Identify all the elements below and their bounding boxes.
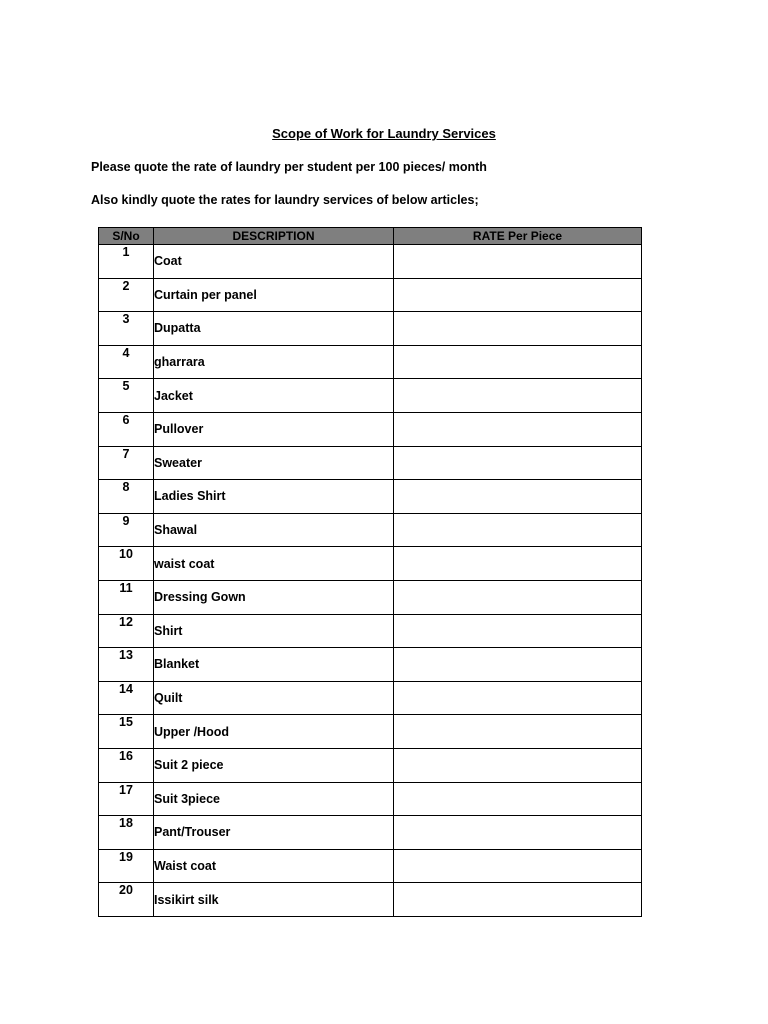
row-sno: 14 (99, 681, 154, 715)
row-sno: 3 (99, 312, 154, 346)
row-sno: 17 (99, 782, 154, 816)
table-row (99, 883, 642, 917)
table-row (99, 245, 642, 279)
header-rate: RATE Per Piece (394, 228, 642, 245)
row-rate-cell[interactable] (394, 345, 642, 379)
row-description: waist coat (154, 547, 394, 581)
table-row (99, 782, 642, 816)
row-rate-cell[interactable] (394, 614, 642, 648)
table-row (99, 715, 642, 749)
table-header-row (99, 228, 642, 245)
row-sno: 16 (99, 748, 154, 782)
row-sno: 9 (99, 513, 154, 547)
row-sno: 2 (99, 278, 154, 312)
row-description: Pant/Trouser (154, 816, 394, 850)
row-sno: 6 (99, 412, 154, 446)
page-title: Scope of Work for Laundry Services (272, 126, 496, 141)
row-description: Upper /Hood (154, 715, 394, 749)
row-description: Shawal (154, 513, 394, 547)
table-row (99, 446, 642, 480)
row-rate-cell[interactable] (394, 379, 642, 413)
table-row (99, 379, 642, 413)
row-description: Waist coat (154, 849, 394, 883)
row-sno: 12 (99, 614, 154, 648)
row-description: Ladies Shirt (154, 480, 394, 514)
row-rate-cell[interactable] (394, 245, 642, 279)
row-rate-cell[interactable] (394, 681, 642, 715)
row-description: Coat (154, 245, 394, 279)
row-description: Shirt (154, 614, 394, 648)
table-row (99, 648, 642, 682)
rates-table (98, 227, 642, 917)
row-sno: 13 (99, 648, 154, 682)
row-sno: 7 (99, 446, 154, 480)
table-row (99, 345, 642, 379)
table-row (99, 816, 642, 850)
table-row (99, 278, 642, 312)
row-rate-cell[interactable] (394, 480, 642, 514)
row-sno: 5 (99, 379, 154, 413)
row-description: Pullover (154, 412, 394, 446)
row-rate-cell[interactable] (394, 312, 642, 346)
header-sno: S/No (99, 228, 154, 245)
row-sno: 20 (99, 883, 154, 917)
row-description: Suit 3piece (154, 782, 394, 816)
header-description: DESCRIPTION (154, 228, 394, 245)
row-description: Dupatta (154, 312, 394, 346)
row-description: Issikirt silk (154, 883, 394, 917)
row-description: Suit 2 piece (154, 748, 394, 782)
row-sno: 19 (99, 849, 154, 883)
row-description: Dressing Gown (154, 580, 394, 614)
row-sno: 4 (99, 345, 154, 379)
row-rate-cell[interactable] (394, 513, 642, 547)
table-row (99, 412, 642, 446)
row-sno: 11 (99, 580, 154, 614)
row-rate-cell[interactable] (394, 883, 642, 917)
intro-line-articles: Also kindly quote the rates for laundry services of below articles; (91, 193, 479, 207)
row-rate-cell[interactable] (394, 648, 642, 682)
row-rate-cell[interactable] (394, 816, 642, 850)
table-row (99, 681, 642, 715)
row-rate-cell[interactable] (394, 849, 642, 883)
table-row (99, 547, 642, 581)
row-sno: 8 (99, 480, 154, 514)
row-rate-cell[interactable] (394, 278, 642, 312)
row-description: Sweater (154, 446, 394, 480)
table-row (99, 849, 642, 883)
table-row (99, 513, 642, 547)
table-row (99, 312, 642, 346)
row-rate-cell[interactable] (394, 580, 642, 614)
row-description: Blanket (154, 648, 394, 682)
row-sno: 1 (99, 245, 154, 279)
row-sno: 10 (99, 547, 154, 581)
row-rate-cell[interactable] (394, 547, 642, 581)
table-row (99, 614, 642, 648)
row-sno: 18 (99, 816, 154, 850)
row-rate-cell[interactable] (394, 782, 642, 816)
row-rate-cell[interactable] (394, 715, 642, 749)
table-row (99, 580, 642, 614)
row-rate-cell[interactable] (394, 412, 642, 446)
table-row (99, 748, 642, 782)
table-row (99, 480, 642, 514)
row-description: Jacket (154, 379, 394, 413)
row-sno: 15 (99, 715, 154, 749)
row-description: Quilt (154, 681, 394, 715)
row-rate-cell[interactable] (394, 446, 642, 480)
row-description: Curtain per panel (154, 278, 394, 312)
row-rate-cell[interactable] (394, 748, 642, 782)
intro-line-rate-per-student: Please quote the rate of laundry per student per 100 pieces/ month (91, 160, 487, 174)
row-description: gharrara (154, 345, 394, 379)
